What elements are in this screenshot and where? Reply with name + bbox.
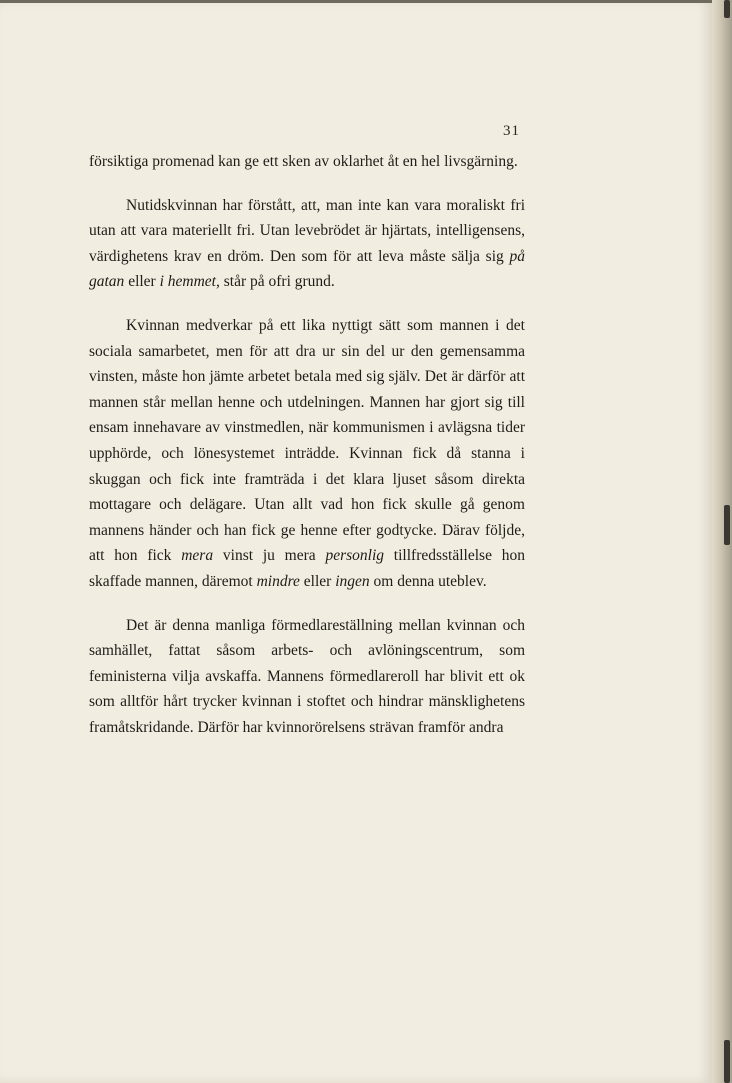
italic-segment: på gatan: [89, 247, 525, 291]
text-segment: om denna uteblev.: [369, 572, 487, 590]
text-segment: Kvinnan medverkar på ett lika nyttigt sätt som mannen i det sociala samarbetet, men för att dra ur sin del ur den gemensamma vinsten, måste hon jämte arbetet betala med sig själv. Det är därför att mannen står mellan henne och utdelningen. Mannen har gjort sig till ensam innehavare av vinstmedlen, när kommunismen i avlägsna tider upphörde, och lönesystemet inträdde. Kvinnan fick då stanna i skuggan och fick inte framträda i det klara ljuset såsom direkta mottagare och delägare. Utan allt vad hon fick skulle gå genom mannens händer och han fick ge henne efter godtycke. Därav följde, att hon fick: [89, 316, 525, 565]
text-segment: vinst ju mera: [213, 547, 326, 565]
paragraph-1: [89, 149, 525, 175]
text-segment: eller: [124, 273, 160, 291]
paragraph-2: [89, 193, 525, 295]
page-edge-stack: [712, 0, 732, 1083]
italic-segment: personlig: [325, 547, 385, 565]
paragraph-4: [89, 613, 525, 741]
paragraph-3: [89, 313, 525, 595]
italic-segment: ingen: [335, 572, 370, 590]
body-text: [89, 149, 525, 758]
text-segment: står på ofri grund.: [219, 273, 335, 291]
binding-mark: [724, 1040, 730, 1083]
text-segment: Det är denna manliga förmedlareställning mellan kvinnan och samhället, fattat såsom arbets- och avlöningscentrum, som feministerna vilja avskaffa. Mannens förmedlareroll har blivit ett ok som alltför hårt trycker kvinnan i stoftet och hindrar mänsklighetens framåtskridande. Därför har kvinnorörelsens strävan framför andra: [89, 616, 525, 736]
text-segment: Nutidskvinnan har förstått, att, man inte kan vara moraliskt fri utan att vara materiellt fri. Utan levebrödet är hjärtats, intelligensens, värdighetens krav en dröm. Den som för att leva måste sälja sig: [89, 196, 525, 265]
text-segment: tillfredsställelse hon skaffade mannen, däremot: [89, 547, 525, 590]
page-top-edge: [0, 0, 712, 3]
binding-mark: [724, 0, 730, 18]
text-segment: eller: [299, 572, 336, 590]
page-number: 31: [503, 123, 520, 139]
italic-segment: i hemmet,: [159, 273, 220, 291]
italic-segment: mindre: [256, 572, 300, 590]
binding-mark: [724, 505, 730, 545]
italic-segment: mera: [181, 547, 214, 565]
text-segment: försiktiga promenad kan ge ett sken av oklarhet åt en hel livsgärning.: [89, 153, 518, 170]
